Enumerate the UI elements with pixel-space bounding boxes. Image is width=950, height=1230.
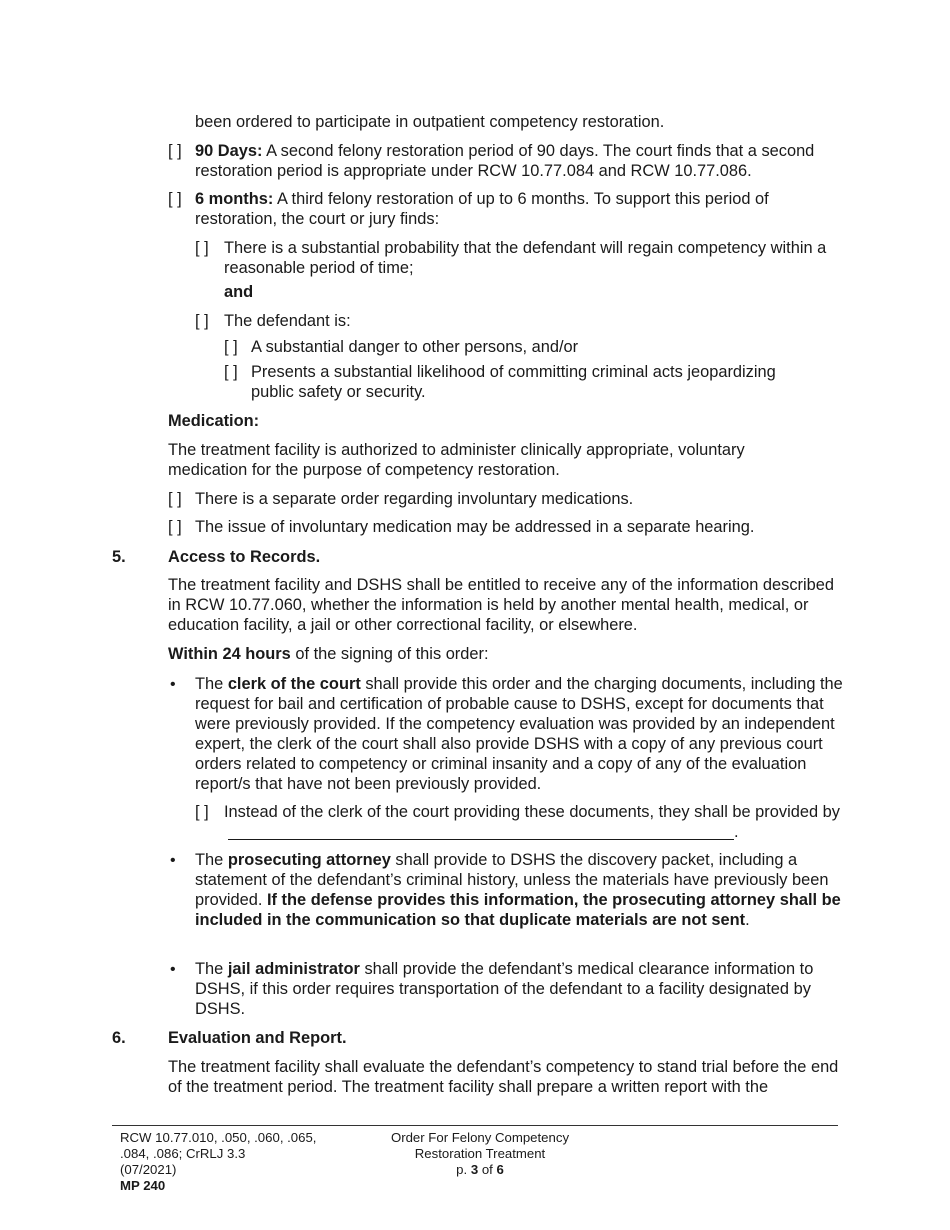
footer-citation [120, 1130, 360, 1194]
option-90-days [195, 141, 845, 181]
clerk-pre: The [195, 675, 228, 693]
finding-probability: There is a substantial probability that the defendant will regain competency within a reasonable period of time; [224, 239, 827, 277]
option-90-days-text: A second felony restoration period of 90 days. The court finds that a second restoration period is appropriate under RCW 10.77.084 and RCW 10.77.086. [195, 142, 815, 180]
finding-danger: A substantial danger to other persons, and/or [251, 338, 579, 356]
prosecuting-end: . [745, 911, 750, 929]
option-6-months-text: A third felony restoration of up to 6 months. To support this period of restoration, the court or jury finds: [195, 190, 769, 228]
checkbox-separate-hearing[interactable]: [ ] [168, 518, 182, 536]
and-label: and [224, 283, 254, 301]
jail-paragraph [195, 959, 843, 1019]
bullet-clerk: • [170, 676, 176, 693]
separate-order-text: There is a separate order regarding involuntary medications. [195, 490, 634, 508]
instead-text [224, 802, 849, 842]
checkbox-danger[interactable]: [ ] [224, 338, 238, 356]
section-6-text: The treatment facility shall evaluate the defendant’s competency to stand trial before the end of the treatment period. The treatment facility shall prepare a written report with the [168, 1058, 839, 1096]
jail-bold: jail administrator [227, 960, 360, 978]
bullet-prosecuting: • [170, 852, 176, 869]
checkbox-6-months[interactable]: [ ] [168, 190, 182, 208]
clerk-rest: shall provide this order and the charging documents, including the request for bail and certification of probable cause to DSHS, except for documents that were previously provided. If the competency evaluation was provided by an independent expert, the clerk of the court shall also provide DSHS with a copy of any previous court orders related to competency or criminal insanity and a copy of any of the evaluation report/s that have not been previously provided. [195, 675, 843, 793]
instead-text-body: Instead of the clerk of the court providing these documents, they shall be provided by [224, 803, 840, 821]
within-24-hours-rest: of the signing of this order: [290, 645, 489, 663]
footer-rcw-line2: .084, .086; CrRLJ 3.3 [120, 1146, 246, 1161]
jail-pre: The [195, 960, 228, 978]
section-6-number: 6. [112, 1029, 126, 1047]
prosecuting-bold2: If the defense provides this information, the prosecuting attorney shall be included in the communication so that duplicate materials are not sent [195, 891, 841, 929]
section-6-title: Evaluation and Report. [168, 1029, 347, 1047]
footer-title-line2: Restoration Treatment [414, 1146, 546, 1161]
option-90-days-label: 90 Days: [195, 142, 263, 160]
medication-heading: Medication: [168, 412, 260, 430]
prosecuting-rest: shall provide to DSHS the discovery packet, including a statement of the defendant’s criminal history, unless the materials have previously been provided. [195, 851, 829, 909]
checkbox-defendant-is[interactable]: [ ] [195, 312, 209, 330]
checkbox-likelihood[interactable]: [ ] [224, 363, 238, 381]
finding-defendant-is: The defendant is: [224, 312, 351, 330]
section-5-title: Access to Records. [168, 548, 321, 566]
jail-rest: shall provide the defendant’s medical clearance information to DSHS, if this order requires transportation of the defendant to a facility designated by DSHS. [195, 960, 814, 1018]
within-24-hours-bold: Within 24 hours [168, 645, 291, 663]
outpatient-tail: been ordered to participate in outpatient competency restoration. [195, 113, 665, 131]
section-5-number: 5. [112, 548, 126, 566]
footer-title [370, 1130, 590, 1178]
provided-by-field[interactable] [228, 824, 734, 840]
option-6-months [195, 189, 815, 229]
footer-form-number: MP 240 [120, 1178, 166, 1193]
separate-hearing-text: The issue of involuntary medication may be addressed in a separate hearing. [195, 518, 755, 536]
instead-end: . [734, 823, 739, 841]
footer-page-current: 3 [470, 1162, 479, 1177]
prosecuting-pre: The [195, 851, 228, 869]
bullet-jail: • [170, 961, 176, 978]
footer-page-total: 6 [496, 1162, 504, 1177]
checkbox-90-days[interactable]: [ ] [168, 142, 182, 160]
footer-page-number [370, 1162, 590, 1178]
checkbox-probability[interactable]: [ ] [195, 239, 209, 257]
checkbox-instead[interactable]: [ ] [195, 803, 209, 821]
prosecuting-paragraph [195, 850, 843, 930]
checkbox-separate-order[interactable]: [ ] [168, 490, 182, 508]
option-6-months-label: 6 months: [195, 190, 274, 208]
footer-page-mid: of [478, 1162, 497, 1177]
finding-likelihood: Presents a substantial likelihood of committing criminal acts jeopardizing public safety or security. [251, 363, 776, 401]
within-24-hours [168, 644, 489, 664]
footer-rule [112, 1125, 838, 1126]
footer-rcw-line1: RCW 10.77.010, .050, .060, .065, [120, 1130, 317, 1145]
clerk-bold: clerk of the court [227, 675, 361, 693]
medication-text: The treatment facility is authorized to administer clinically appropriate, voluntary medication for the purpose of competency restoration. [168, 441, 745, 479]
clerk-paragraph [195, 674, 843, 794]
section-5-intro: The treatment facility and DSHS shall be entitled to receive any of the information described in RCW 10.77.060, whether the information is held by another mental health, medical, or education facility, a jail or other correctional facility, or elsewhere. [168, 576, 834, 634]
footer-date: (07/2021) [120, 1162, 177, 1177]
prosecuting-bold: prosecuting attorney [227, 851, 391, 869]
footer-title-line1: Order For Felony Competency [390, 1130, 570, 1145]
footer-page-pre: p. [456, 1162, 471, 1177]
